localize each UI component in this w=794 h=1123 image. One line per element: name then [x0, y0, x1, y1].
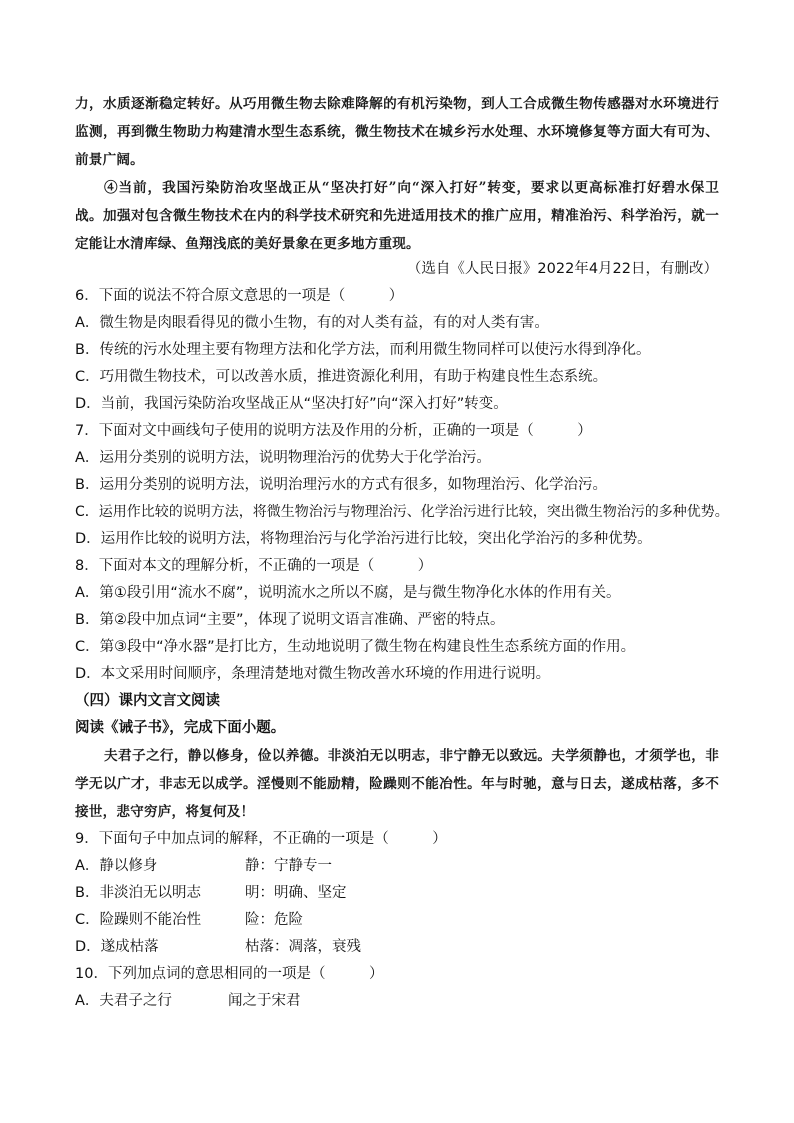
passage-p4-line3: 定能让水清库绿、鱼翔浅底的美好景象在更多地方重现。 — [75, 236, 420, 252]
q8-stem: 8．下面对本文的理解分析，不正确的一项是（ ） — [75, 558, 433, 574]
q9-option-d-label: D．遂成枯落 — [75, 939, 159, 955]
q10-option-a-label: A．夫君子之行 — [75, 993, 172, 1009]
q6-option-a: A．微生物是肉眼看得见的微小生物，有的对人类有益，有的对人类有害。 — [75, 315, 549, 331]
passage-p4-line1: ④当前，我国污染防治攻坚战正从“坚决打好”向“深入打好”转变，要求以更高标准打好碧水保卫 — [104, 180, 719, 196]
q7-option-a: A．运用分类别的说明方法，说明物理治污的优势大于化学治污。 — [75, 450, 491, 466]
q9-option-c-gloss: 险：危险 — [245, 912, 303, 928]
q6-option-d: D．当前，我国污染防治攻坚战正从“坚决打好”向“深入打好”转变。 — [75, 396, 508, 412]
classical-text-line2: 学无以广才，非志无以成学。淫慢则不能励精，险躁则不能冶性。年与时驰，意与日去，遂成枯落，多不 — [75, 776, 719, 792]
q8-option-b: B．第②段中加点词“主要”，体现了说明文语言准确、严密的特点。 — [75, 612, 505, 628]
passage-p4-line2: 战。加强对包含微生物技术在内的科学技术研究和先进适用技术的推广应用，精准治污、科学治污，就一 — [75, 208, 719, 224]
passage-p3-line3: 前景广阔。 — [75, 152, 144, 168]
q9-option-a-gloss: 静：宁静专一 — [245, 858, 332, 874]
q7-stem: 7．下面对文中画线句子使用的说明方法及作用的分析，正确的一项是（ ） — [75, 423, 592, 439]
q9-stem: 9．下面句子中加点词的解释，不正确的一项是（ ） — [75, 831, 447, 847]
q10-option-a-gloss: 闻之于宋君 — [228, 993, 301, 1009]
q6-option-c: C．巧用微生物技术，可以改善水质，推进资源化利用，有助于构建良性生态系统。 — [75, 369, 608, 385]
q7-option-d: D．运用作比较的说明方法，将物理治污与化学治污进行比较，突出化学治污的多种优势。 — [75, 531, 652, 547]
classical-text-line1: 夫君子之行，静以修身，俭以养德。非淡泊无以明志，非宁静无以致远。夫学须静也，才须学也，非 — [104, 748, 719, 764]
passage-p3-line2: 监测，再到微生物助力构建清水型生态系统，微生物技术在城乡污水处理、水环境修复等方面大有可为、 — [75, 124, 719, 140]
q9-option-c-label: C．险躁则不能冶性 — [75, 912, 202, 928]
passage-p3-line1: 力，水质逐渐稳定转好。从巧用微生物去除难降解的有机污染物，到人工合成微生物传感器对水环境进行 — [75, 96, 719, 112]
q6-option-b: B．传统的污水处理主要有物理方法和化学方法，而利用微生物同样可以使污水得到净化。 — [75, 342, 651, 358]
q6-stem: 6．下面的说法不符合原文意思的一项是（ ） — [75, 288, 404, 304]
passage-source: （选自《人民日报》2022年4月22日，有删改） — [406, 261, 718, 277]
q9-option-b-label: B．非淡泊无以明志 — [75, 885, 201, 901]
section4-heading: （四）课内文言文阅读 — [75, 693, 220, 709]
q9-option-a-label: A．静以修身 — [75, 858, 158, 874]
q7-option-c: C．运用作比较的说明方法，将微生物治污与物理治污、化学治污进行比较，突出微生物治污的多种优势。 — [75, 504, 729, 520]
q9-option-d-gloss: 枯落：凋落，衰残 — [245, 939, 361, 955]
q8-option-d: D．本文采用时间顺序，条理清楚地对微生物改善水环境的作用进行说明。 — [75, 666, 551, 682]
q8-option-c: C．第③段中“净水器”是打比方，生动地说明了微生物在构建良性生态系统方面的作用。 — [75, 639, 636, 655]
section4-instruction: 阅读《诫子书》，完成下面小题。 — [75, 720, 286, 736]
q7-option-b: B．运用分类别的说明方法，说明治理污水的方式有很多，如物理治污、化学治污。 — [75, 477, 607, 493]
classical-text-line3: 接世，悲守穷庐，将复何及！ — [75, 804, 255, 820]
q10-stem: 10．下列加点词的意思相同的一项是（ ） — [75, 966, 384, 982]
q9-option-b-gloss: 明：明确、坚定 — [245, 885, 347, 901]
q8-option-a: A．第①段引用“流水不腐”，说明流水之所以不腐，是与微生物净化水体的作用有关。 — [75, 585, 621, 601]
